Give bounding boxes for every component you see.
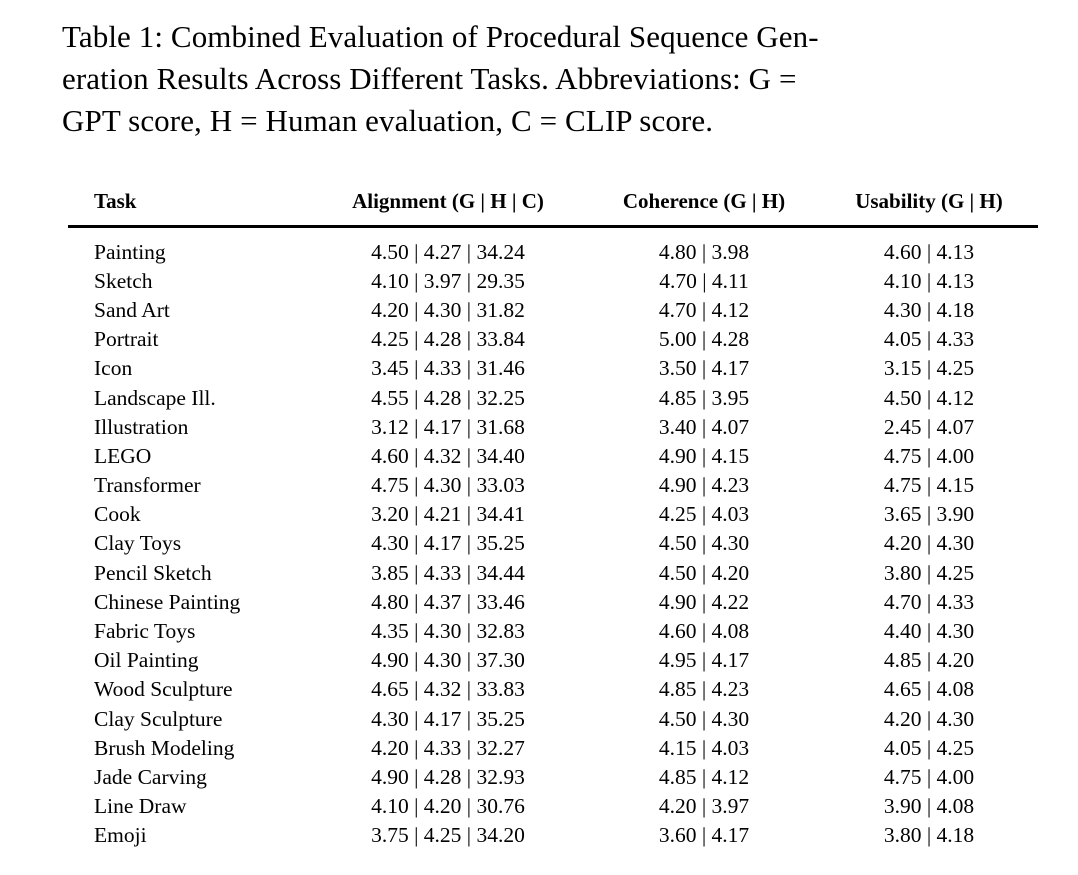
cell-usability: 4.20 | 4.30: [883, 706, 975, 731]
cell-coherence: 4.20 | 3.97: [658, 794, 750, 819]
cell-usability: 4.65 | 4.08: [883, 677, 975, 702]
cell-usability: 3.80 | 4.25: [883, 560, 975, 585]
cell-task: Transformer: [94, 473, 201, 498]
table-row: [68, 792, 1038, 821]
table-row: [68, 559, 1038, 588]
cell-coherence: 4.95 | 4.17: [658, 648, 750, 673]
cell-usability: 4.75 | 4.15: [883, 473, 975, 498]
cell-task: Emoji: [94, 823, 147, 848]
cell-usability: 4.85 | 4.20: [883, 648, 975, 673]
table-row: [68, 383, 1038, 412]
table-row: [68, 354, 1038, 383]
cell-task: Clay Sculpture: [94, 706, 223, 731]
cell-coherence: 4.60 | 4.08: [658, 619, 750, 643]
header-row: [68, 180, 1038, 225]
caption-line-1: Table 1: Combined Evaluation of Procedural Sequence Gen-: [62, 19, 819, 54]
cell-usability: 3.65 | 3.90: [883, 502, 975, 527]
cell-usability: 4.75 | 4.00: [883, 764, 975, 789]
table-row: [68, 471, 1038, 500]
caption-line-2: eration Results Across Different Tasks. Abbreviations: G =: [62, 61, 797, 97]
table-row: [68, 704, 1038, 733]
cell-coherence: 4.80 | 3.98: [658, 239, 750, 264]
cell-alignment: 4.35 | 4.30 | 32.83: [371, 619, 525, 643]
cell-task: Clay Toys: [94, 531, 182, 556]
cell-alignment: 4.30 | 4.17 | 35.25: [371, 706, 525, 731]
cell-task: Pencil Sketch: [94, 560, 212, 585]
cell-coherence: 3.50 | 4.17: [658, 356, 750, 381]
table-row: [68, 500, 1038, 529]
table-row: [68, 296, 1038, 325]
cell-usability: 4.50 | 4.12: [883, 385, 975, 410]
table-row: [68, 442, 1038, 471]
cell-usability: 4.20 | 4.30: [883, 531, 975, 556]
cell-alignment: 4.80 | 4.37 | 33.46: [371, 589, 525, 614]
cell-alignment: 4.75 | 4.30 | 33.03: [371, 473, 525, 498]
table-row: [68, 646, 1038, 675]
cell-coherence: 4.50 | 4.30: [658, 531, 750, 556]
cell-usability: 4.10 | 4.13: [883, 268, 975, 293]
cell-alignment: 4.25 | 4.28 | 33.84: [371, 327, 525, 352]
table-row: [68, 413, 1038, 442]
cell-coherence: 3.60 | 4.17: [658, 823, 750, 848]
cell-usability: 4.05 | 4.33: [883, 327, 975, 352]
cell-usability: 2.45 | 4.07: [883, 414, 975, 439]
table-row: [68, 325, 1038, 354]
cell-task: Sketch: [94, 268, 153, 293]
cell-usability: 3.15 | 4.25: [883, 356, 975, 381]
table-header-gap: [68, 228, 1038, 238]
cell-usability: 4.40 | 4.30: [883, 619, 975, 643]
table-row: [68, 267, 1038, 296]
cell-usability: 3.80 | 4.18: [883, 823, 975, 848]
column-header-usability: Usability (G | H): [855, 189, 1003, 214]
cell-coherence: 5.00 | 4.28: [658, 327, 750, 352]
cell-alignment: 4.90 | 4.30 | 37.30: [371, 648, 525, 673]
cell-coherence: 4.25 | 4.03: [658, 502, 750, 527]
cell-usability: 4.30 | 4.18: [883, 297, 975, 322]
cell-alignment: 4.65 | 4.32 | 33.83: [371, 677, 525, 702]
table-body: [68, 237, 1038, 850]
cell-alignment: 4.30 | 4.17 | 35.25: [371, 531, 525, 556]
cell-usability: 4.75 | 4.00: [883, 443, 975, 468]
cell-task: Cook: [94, 502, 141, 527]
cell-task: Brush Modeling: [94, 735, 235, 760]
table-row: [68, 529, 1038, 558]
cell-task: Fabric Toys: [94, 619, 196, 643]
table-row: [68, 675, 1038, 704]
column-header-coherence: Coherence (G | H): [622, 189, 786, 214]
cell-task: Oil Painting: [94, 648, 199, 673]
cell-coherence: 3.40 | 4.07: [658, 414, 750, 439]
cell-alignment: 3.75 | 4.25 | 34.20: [371, 823, 525, 848]
cell-coherence: 4.50 | 4.30: [658, 706, 750, 731]
cell-coherence: 4.90 | 4.15: [658, 443, 750, 468]
table-row: [68, 734, 1038, 763]
cell-alignment: 3.45 | 4.33 | 31.46: [371, 356, 525, 381]
table-row: [68, 237, 1038, 266]
cell-usability: 4.05 | 4.25: [883, 735, 975, 760]
cell-alignment: 3.20 | 4.21 | 34.41: [371, 502, 525, 527]
table-row: [68, 617, 1038, 646]
column-header-task: Task: [94, 189, 137, 214]
cell-alignment: 4.60 | 4.32 | 34.40: [371, 443, 525, 468]
cell-task: Illustration: [94, 414, 189, 439]
cell-alignment: 4.20 | 4.33 | 32.27: [371, 735, 525, 760]
table-row: [68, 588, 1038, 617]
cell-coherence: 4.50 | 4.20: [658, 560, 750, 585]
table-header: [68, 180, 1038, 225]
table-row: [68, 821, 1038, 850]
cell-task: Wood Sculpture: [94, 677, 233, 702]
table-row: [68, 763, 1038, 792]
cell-alignment: 4.20 | 4.30 | 31.82: [371, 297, 525, 322]
cell-alignment: 4.55 | 4.28 | 32.25: [371, 385, 525, 410]
cell-alignment: 4.10 | 4.20 | 30.76: [371, 794, 525, 819]
cell-coherence: 4.90 | 4.23: [658, 473, 750, 498]
cell-coherence: 4.70 | 4.12: [658, 297, 750, 322]
cell-alignment: 4.50 | 4.27 | 34.24: [371, 239, 525, 264]
column-header-alignment: Alignment (G | H | C): [352, 189, 544, 214]
cell-coherence: 4.70 | 4.11: [659, 268, 749, 293]
table-caption: [62, 16, 1042, 142]
cell-alignment: 4.10 | 3.97 | 29.35: [371, 268, 525, 293]
cell-task: Sand Art: [94, 297, 170, 322]
cell-coherence: 4.85 | 3.95: [658, 385, 750, 410]
caption-line-3: GPT score, H = Human evaluation, C = CLIP score.: [62, 103, 714, 139]
cell-alignment: 4.90 | 4.28 | 32.93: [371, 764, 525, 789]
cell-usability: 3.90 | 4.08: [883, 794, 975, 819]
cell-task: Landscape Ill.: [94, 385, 216, 410]
cell-coherence: 4.15 | 4.03: [658, 735, 750, 760]
cell-coherence: 4.85 | 4.12: [658, 764, 750, 789]
cell-task: Painting: [94, 239, 166, 264]
cell-task: Chinese Painting: [94, 589, 241, 614]
cell-task: LEGO: [94, 443, 152, 468]
cell-task: Line Draw: [94, 794, 187, 819]
cell-alignment: 3.85 | 4.33 | 34.44: [371, 560, 525, 585]
cell-usability: 4.60 | 4.13: [883, 239, 975, 264]
cell-usability: 4.70 | 4.33: [883, 589, 975, 614]
cell-task: Icon: [94, 356, 133, 381]
cell-coherence: 4.85 | 4.23: [658, 677, 750, 702]
cell-coherence: 4.90 | 4.22: [658, 589, 750, 614]
cell-alignment: 3.12 | 4.17 | 31.68: [371, 414, 525, 439]
cell-task: Portrait: [94, 327, 159, 352]
table-container: [62, 180, 1042, 850]
evaluation-table: [68, 180, 1038, 850]
cell-task: Jade Carving: [94, 764, 207, 789]
